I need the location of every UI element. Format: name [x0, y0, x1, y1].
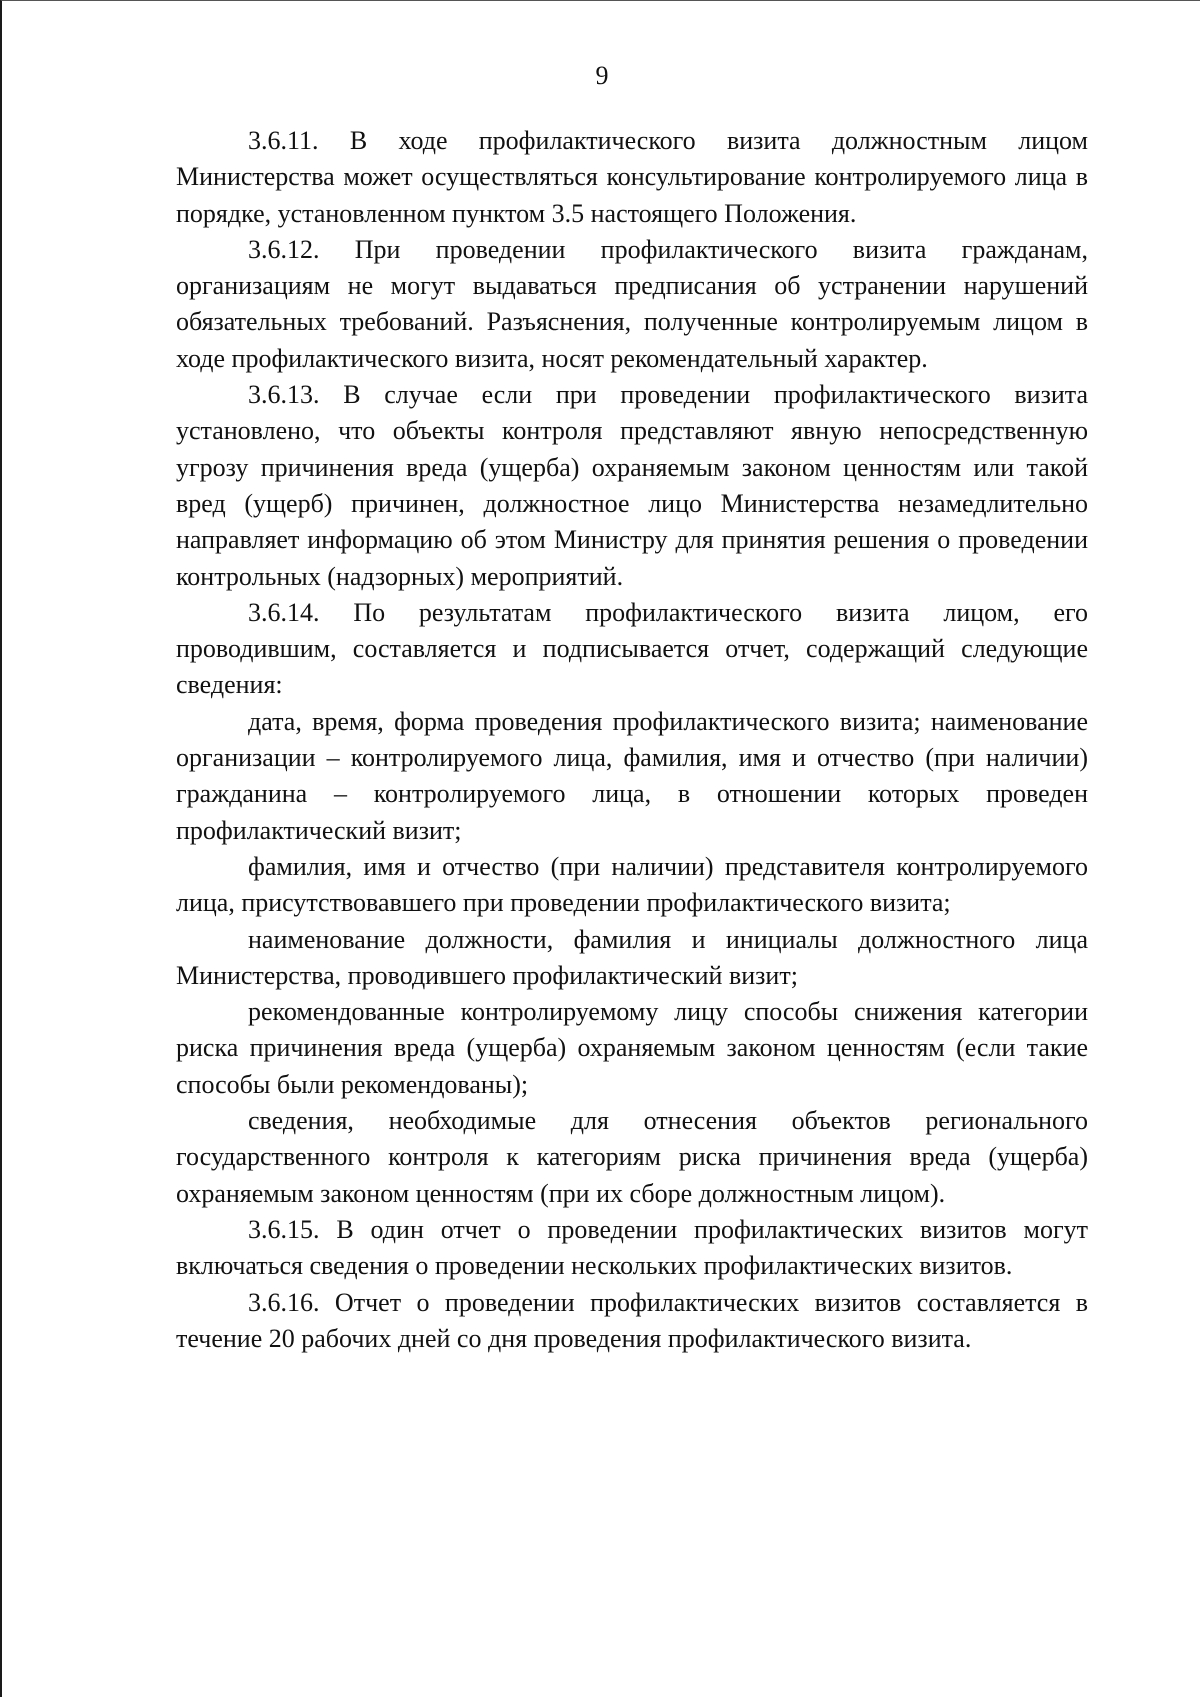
paragraph-3-6-14: 3.6.14. По результатам профилактического визита лицом, его проводившим, составляется и подписывается отчет, содержащий следующие сведения:: [176, 597, 1088, 700]
report-item-risk-reduction: рекомендованные контролируемому лицу способы снижения категории риска причинения вреда (ущерба) охраняемым законом ценностям (если такие способы были рекомендованы);: [176, 997, 1088, 1099]
paragraph-3-6-13: 3.6.13. В случае если при проведении профилактического визита установлено, что объекты контроля представляют явную непосредственную угрозу причинения вреда (ущерба) охраняемым законом ценностям или такой вред (ущерб) причинен, должностное лицо Министерства незамедлительно направляет информацию об этом Министру для принятия решения о проведении контрольных (надзорных) мероприятий.: [176, 380, 1088, 591]
paragraph-3-6-15: 3.6.15. В один отчет о проведении профилактических визитов могут включаться сведения о проведении нескольких профилактических визитов.: [176, 1214, 1088, 1281]
report-item-date-time-form: дата, время, форма проведения профилактического визита; наименование организации – контролируемого лица, фамилия, имя и отчество (при наличии) гражданина – контролируемого лица, в отношении которых проведен профилактический визит;: [176, 706, 1088, 845]
document-body: [176, 123, 1088, 1357]
paragraph-3-6-16: 3.6.16. Отчет о проведении профилактических визитов составляется в течение 20 рабочих дней со дня проведения профилактического визита.: [176, 1287, 1088, 1353]
report-item-risk-category-data: сведения, необходимые для отнесения объектов регионального государственного контроля к категориям риска причинения вреда (ущерба) охраняемым законом ценностям (при их сборе должностным лицом).: [176, 1106, 1088, 1208]
report-item-official: наименование должности, фамилия и инициалы должностного лица Министерства, проводившего профилактический визит;: [176, 924, 1088, 990]
report-item-representative: фамилия, имя и отчество (при наличии) представителя контролируемого лица, присутствовавшего при проведении профилактического визита;: [176, 851, 1088, 918]
paragraph-3-6-11: 3.6.11. В ходе профилактического визита должностным лицом Министерства может осуществляться консультирование контролируемого лица в порядке, установленном пунктом 3.5 настоящего Положения.: [176, 126, 1088, 228]
page-number: 9: [595, 61, 609, 90]
paragraph-3-6-12: 3.6.12. При проведении профилактического визита гражданам, организациям не могут выдаваться предписания об устранении нарушений обязательных требований. Разъяснения, полученные контролируемым лицом в ходе профилактического визита, носят рекомендательный характер.: [176, 234, 1088, 373]
